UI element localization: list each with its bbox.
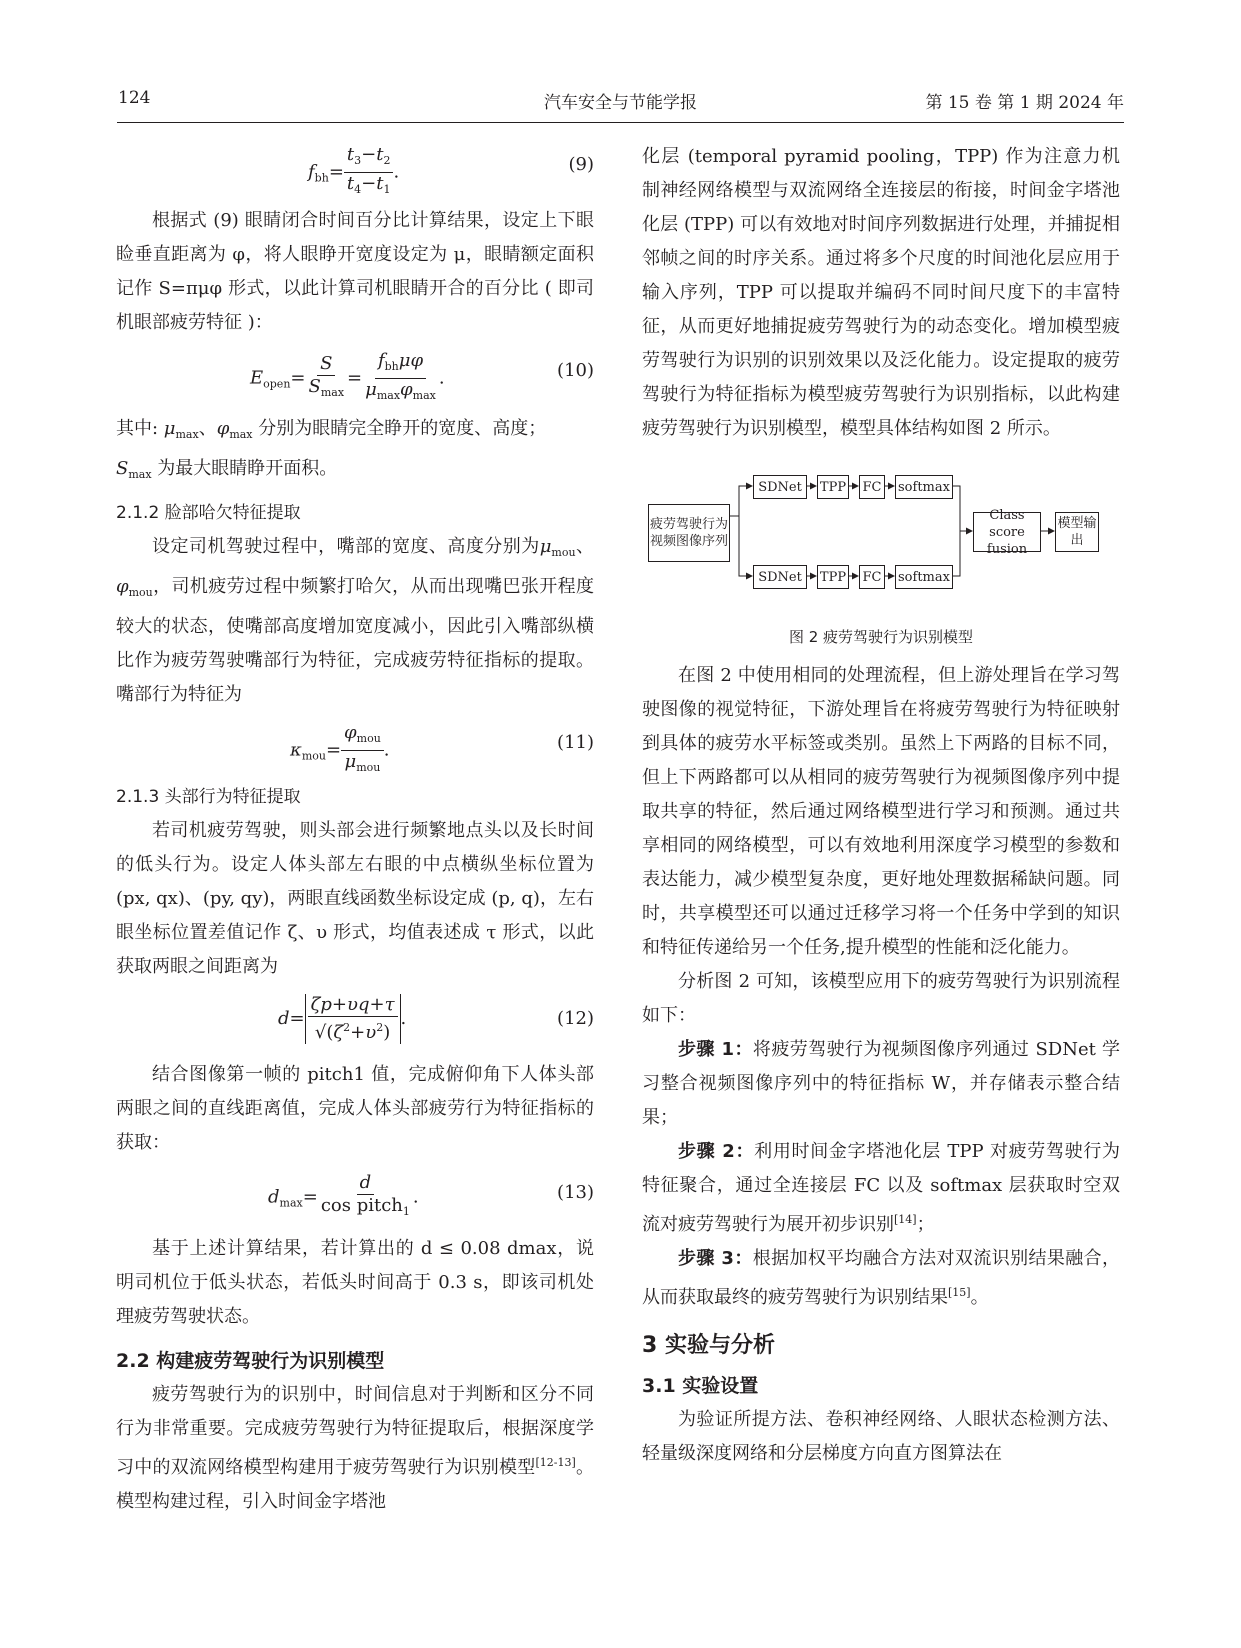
equation-10: $E_{open}=$ $\frac{S}{S_{max}}$ = $\frac{f_{bh}\mu\varphi}{\mu_{max}\varphi_{max}}$ . (10) [250,350,594,402]
paragraph-2-2: 疲劳驾驶行为的识别中，时间信息对于判断和区分不同行为非常重要。完成疲劳驾驶行为特征提取后，根据深度学习中的双流网络模型构建用于疲劳驾驶行为识别模型[12-13]。模型构建过程，引入时间金字塔池 [116,1384,595,1512]
softmax-bottom-box: softmax [895,565,953,589]
step-3: 步骤 3：根据加权平均融合方法对双流识别结果融合，从而获取最终的疲劳驾驶行为识别结果[15]。 [642,1248,1121,1308]
page-number: 124 [118,88,151,108]
right-column [642,140,1120,1471]
fc-top-box: FC [859,475,885,499]
equation-12: d= $\frac{\zeta p+\upsilon q+\tau}{√(\zeta^2+\upsilon^2)}$ . (12) [278,994,594,1043]
fc-bottom-box: FC [859,565,885,589]
paragraph-tpp: 化层 (temporal pyramid pooling，TPP) 作为注意力机制神经网络模型与双流网络全连接层的衔接，时间金字塔池化层 (TPP) 可以有效地对时间序列数据进行处理，并捕捉相邻帧之间的时序关系。通过将多个尺度的时间池化层应用于输入序列，TPP 可以提取并编码不同时间尺度下的丰富特征，从而更好地捕捉疲劳驾驶行为的动态变化。增加模型疲劳驾驶行为识别的识别效果以及泛化能力。设定提取的疲劳驾驶行为特征指标为模型疲劳驾驶行为识别指标，以此构建疲劳驾驶行为识别模型，模型具体结构如图 2 所示。 [642,146,1120,439]
figure-2-caption: 图 2 疲劳驾驶行为识别模型 [788,628,974,646]
equation-number: (11) [557,732,594,753]
tpp-bottom-box: TPP [817,565,849,589]
figure-2-diagram [642,464,1120,614]
equation-number: (10) [557,360,594,381]
step-1: 步骤 1：将疲劳驾驶行为视频图像序列通过 SDNet 学习整合视频图像序列中的特征指标 W，并存储表示整合结果； [642,1039,1120,1128]
equation-number: (13) [557,1182,594,1203]
paragraph-2-1-2: 设定司机驾驶过程中，嘴部的宽度、高度分别为$\mu_{mou}$、$\varphi_{mou}$，司机疲劳过程中频繁打哈欠，从而出现嘴巴张开程度较大的状态，使嘴部高度增加宽度减小，因此引入嘴部纵横比作为疲劳驾驶嘴部行为特征，完成疲劳特征指标的提取。嘴部行为特征为 [116,536,595,705]
paragraph-eq9: 根据式 (9) 眼睛闭合时间百分比计算结果，设定上下眼睑垂直距离为 φ，将人眼睁开宽度设定为 μ，眼睛额定面积记作 S=πμφ 形式，以此计算司机眼睛开合的百分比 ( 即司机眼部疲劳特征 )： [116,210,594,333]
step-2: 步骤 2：利用时间金字塔池化层 TPP 对疲劳驾驶行为特征聚合，通过全连接层 FC 以及 softmax 层获取时空双流对疲劳驾驶行为展开初步识别[14]； [642,1141,1120,1235]
paragraph-eq12: 结合图像第一帧的 pitch1 值，完成俯仰角下人体头部两眼之间的直线距离值，完成人体头部疲劳行为特征指标的获取： [116,1064,594,1153]
equation-9: $f_{bh}=$ $\frac{t_3-t_2}{t_4-t_1}$ . (9) [308,144,594,196]
section-3-heading: 3 实验与分析 [642,1333,775,1358]
section-3-1-heading: 3.1 实验设置 [642,1375,759,1397]
paragraph-flow-intro: 分析图 2 可知，该模型应用下的疲劳驾驶行为识别流程如下： [642,971,1120,1026]
paragraph-eq13: 基于上述计算结果，若计算出的 d ≤ 0.08 dmax，说明司机位于低头状态，若低头时间高于 0.3 s，即该司机处理疲劳驾驶状态。 [116,1238,594,1327]
sdnet-top-box: SDNet [753,475,807,499]
section-2-2-heading: 2.2 构建疲劳驾驶行为识别模型 [116,1350,385,1372]
sdnet-bottom-box: SDNet [753,565,807,589]
equation-number: (12) [557,1008,594,1029]
equation-11: $\kappa_{mou}=$ $\frac{\varphi_{mou}}{\mu_{mou}}$ . (11) [290,722,594,774]
header-rule [117,122,1124,123]
section-2-1-3-heading: 2.1.3 头部行为特征提取 [116,787,301,807]
issue-info: 第 15 卷 第 1 期 2024 年 [925,93,1124,113]
tpp-top-box: TPP [817,475,849,499]
softmax-top-box: softmax [895,475,953,499]
journal-title: 汽车安全与节能学报 [544,93,697,113]
paragraph-eq10-note: 其中: $\mu_{max}$、$\varphi_{max}$ 分别为眼睛完全睁开的宽度、高度； $S_{max}$ 为最大眼睛睁开面积。 [116,418,547,481]
paragraph-figure-explanation: 在图 2 中使用相同的处理流程，但上游处理旨在学习驾驶图像的视觉特征，下游处理旨在将疲劳驾驶行为特征映射到具体的疲劳水平标签或类别。虽然上下两路的目标不同，但上下两路都可以从相同的疲劳驾驶行为视频图像序列中提取共享的特征，然后通过网络模型进行学习和预测。通过共享相同的网络模型，可以有效地利用深度学习模型的参数和表达能力，减少模型复杂度，更好地处理数据稀缺问题。同时，共享模型还可以通过迁移学习将一个任务中学到的知识和特征传递给另一个任务,提升模型的性能和泛化能力。 [642,665,1120,958]
equation-number: (9) [568,154,594,175]
paragraph-3-1: 为验证所提方法、卷积神经网络、人眼状态检测方法、轻量级深度网络和分层梯度方向直方图算法在 [642,1409,1120,1464]
model-output-box: 模型输出 [1055,512,1099,552]
equation-13: $d_{max}=$ $\frac{d}{\cos pitch_1}$ . (13) [268,1172,594,1218]
section-2-1-2-heading: 2.1.2 脸部哈欠特征提取 [116,503,301,523]
paragraph-2-1-3: 若司机疲劳驾驶，则头部会进行频繁地点头以及长时间的低头行为。设定人体头部左右眼的中点横纵坐标位置为 (px, qx)、(py, qy)，两眼直线函数坐标设定成 (p, q)，左右眼坐标位置差值记作 ζ、υ 形式，均值表述成 τ 形式，以此获取两眼之间距离为 [116,820,594,977]
input-sequence-box: 疲劳驾驶行为视频图像序列 [648,504,730,562]
class-score-fusion-box: Class score fusion [973,512,1041,552]
left-column [116,140,594,1519]
